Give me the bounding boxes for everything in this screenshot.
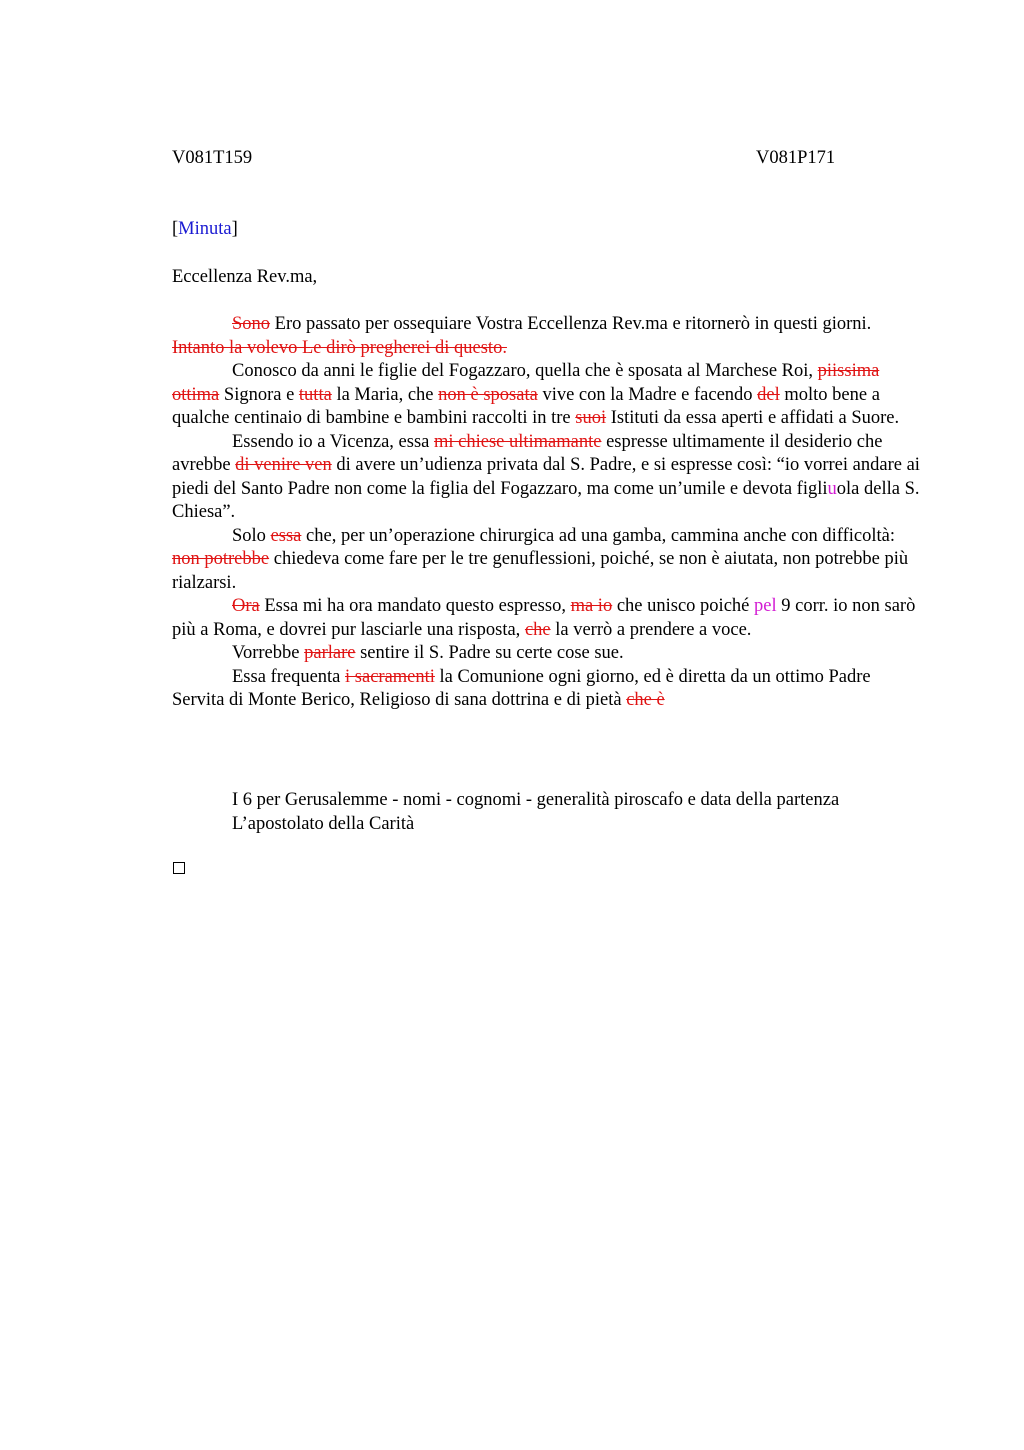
letter-paragraph [172,360,924,431]
deleted-text: Ora [232,596,260,616]
text-segment: la Maria, che [331,384,439,405]
deleted-text: piissima ottima [172,361,880,405]
checkbox-square-icon [173,862,185,874]
deleted-text: di venire ven [235,455,332,475]
inserted-text: u [827,478,837,499]
note-line: I 6 per Gerusalemme - nomi - cognomi - generalità piroscafo e data della partenza [232,790,840,810]
deleted-text: non è sposata [438,384,538,405]
text-segment: Conosco da anni le figlie del Fogazzaro, quella che è sposata al Marchese Roi, [232,361,818,381]
deleted-text: ma io [570,596,613,616]
text-segment: Istituti da essa aperti e affidati a Suore. [606,408,900,428]
text-segment: la verrò a prendere a voce. [550,619,752,640]
deleted-text: non potrebbe [172,549,270,569]
text-segment: 9 corr. io non sarò più a Roma, e dovrei pur lasciarle una risposta, [172,596,916,640]
letter-paragraph [172,313,924,360]
text-segment: molto bene a qualche centinaio di bambine e bambini raccolti in tre [172,384,880,428]
text-segment: Essendo io a Vicenza, essa [232,431,434,452]
minuta-label [172,218,238,240]
text-segment: sentire il S. Padre su certe cose sue. [355,643,624,663]
text-segment: Essa frequenta [232,666,346,687]
letter-paragraph [172,666,924,713]
deleted-text: suoi [575,408,607,428]
document-code-left: V081T159 [172,148,253,168]
salutation: Eccellenza Rev.ma, [172,267,318,287]
deleted-text: essa [270,525,302,546]
minuta-word: Minuta [178,219,232,239]
text-segment: Vorrebbe [232,643,305,663]
inserted-text: pel [754,596,777,616]
letter-body [172,313,924,713]
deleted-text: mi chiese ultimamante [433,431,602,452]
text-segment: vive con la Madre e facendo [537,384,758,405]
text-segment: di avere un’udienza privata dal S. Padre, e si espresse così: “io vorrei andare ai piedi del Santo Padre non come la figlia del Fogazzaro, ma come un’umile e devota figli [172,455,920,499]
notes-section [232,789,839,836]
bracket-open: [ [172,219,179,239]
text-segment: Signora e [219,384,299,405]
deleted-text: Intanto la volevo Le dirò pregherei di questo. [172,337,507,358]
text-segment: espresse ultimamente il desiderio che avrebbe [172,431,883,475]
document-code-right: V081P171 [756,148,836,168]
text-segment: che, per un’operazione chirurgica ad una gamba, cammina anche con difficoltà: [301,525,896,546]
text-segment: Solo [232,525,271,546]
text-segment: che unisco poiché [612,596,754,616]
text-segment: la Comunione ogni giorno, ed è diretta da un ottimo Padre Servita di Monte Berico, Religioso di sana dottrina e di pietà [172,666,871,710]
letter-paragraph [172,525,924,596]
bracket-close: ] [231,219,238,239]
text-segment: Essa mi ha ora mandato questo espresso, [259,596,571,616]
letter-paragraph [172,642,924,666]
note-line: L’apostolato della Carità [232,813,415,834]
deleted-text: tutta [298,384,332,405]
text-segment: Ero passato per ossequiare Vostra Eccellenza Rev.ma e ritornerò in questi giorni. [270,314,872,334]
deleted-text: che [524,619,551,640]
deleted-text: Sono [232,314,271,334]
text-segment: ola della S. Chiesa”. [172,478,920,522]
deleted-text: i sacramenti [345,666,435,687]
deleted-text: che è [626,690,665,710]
letter-paragraph [172,595,924,642]
letter-paragraph [172,431,924,525]
text-segment: chiedeva come fare per le tre genuflessioni, poiché, se non è aiutata, non potrebbe più rialzarsi. [172,549,909,593]
deleted-text: del [757,384,780,405]
deleted-text: parlare [304,643,356,663]
